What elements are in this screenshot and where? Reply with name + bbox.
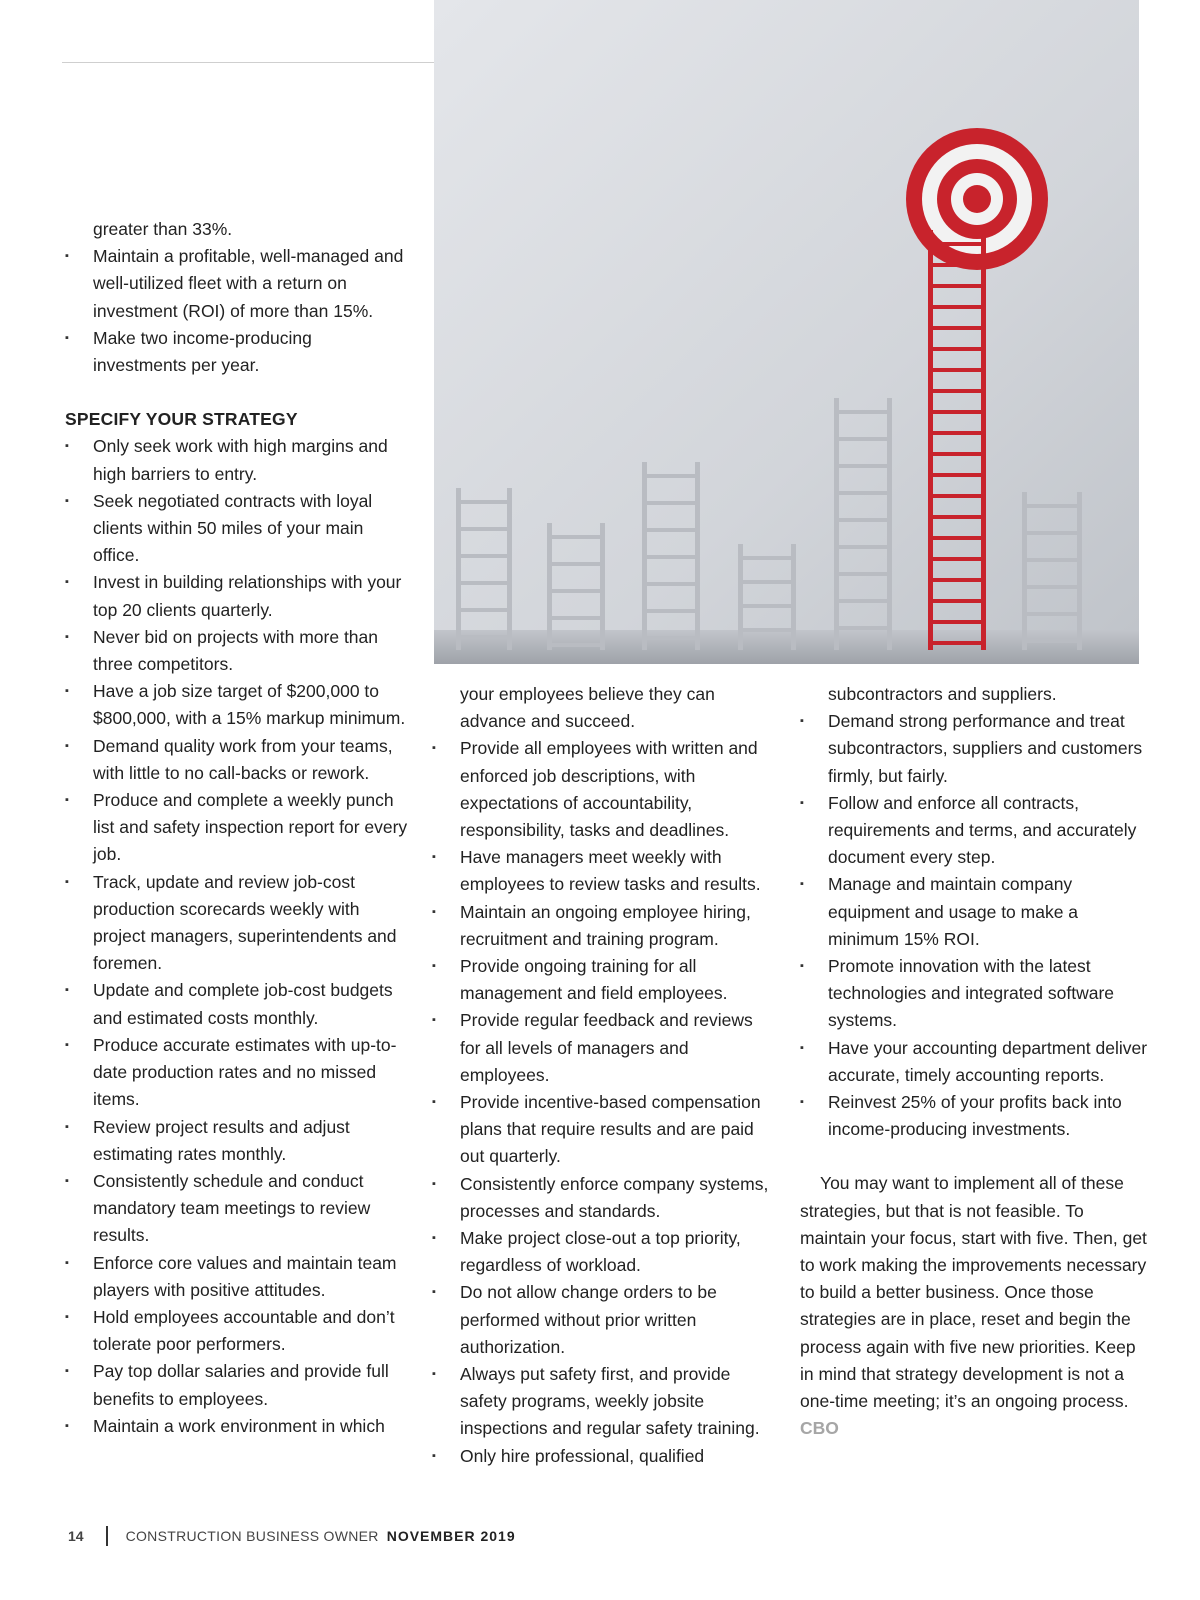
strategy-list-continued bbox=[432, 735, 772, 1469]
strategy-list bbox=[65, 433, 410, 1440]
list-item: ▪ Maintain a work environment in which bbox=[65, 1413, 410, 1440]
list-item: ▪ Pay top dollar salaries and provide full benefits to employees. bbox=[65, 1358, 410, 1412]
floor bbox=[434, 630, 1139, 664]
list-item: ▪ Consistently schedule and conduct mandatory team meetings to review results. bbox=[65, 1168, 410, 1250]
list-item: ▪ Reinvest 25% of your profits back into income-producing investments. bbox=[800, 1089, 1152, 1143]
page-footer bbox=[68, 1526, 516, 1546]
closing-text: You may want to implement all of these strategies, but that is not feasible. To maintain your focus, start with five. Then, get to work making the improvements necessary to build a better business. Once those strategies are in place, reset and begin the process again with five new priorities. Keep in mind that strategy development is not a one-time meeting; it’s an ongoing process. bbox=[800, 1173, 1147, 1412]
list-item: ▪ Maintain an ongoing employee hiring, recruitment and training program. bbox=[432, 899, 772, 953]
list-item: ▪ Make two income-producing investments per year. bbox=[65, 325, 410, 379]
list-item: ▪ Update and complete job-cost budgets and estimated costs monthly. bbox=[65, 977, 410, 1031]
list-item: ▪ Never bid on projects with more than three competitors. bbox=[65, 624, 410, 678]
list-item: ▪ Demand quality work from your teams, with little to no call-backs or rework. bbox=[65, 733, 410, 787]
list-item: ▪ Track, update and review job-cost production scorecards weekly with project managers, superintendents and foremen. bbox=[65, 869, 410, 978]
closing-paragraph bbox=[800, 1170, 1152, 1442]
strategy-list-continued bbox=[800, 708, 1152, 1143]
list-item: ▪ Enforce core values and maintain team players with positive attitudes. bbox=[65, 1250, 410, 1304]
header-rule bbox=[62, 62, 434, 63]
wall-background bbox=[434, 0, 1139, 664]
list-item: ▪ Have your accounting department deliver accurate, timely accounting reports. bbox=[800, 1035, 1152, 1089]
list-item: ▪ Demand strong performance and treat subcontractors, suppliers and customers firmly, but fairly. bbox=[800, 708, 1152, 790]
target-ladders-photo bbox=[434, 0, 1139, 664]
list-item: ▪ Seek negotiated contracts with loyal clients within 50 miles of your main office. bbox=[65, 488, 410, 570]
list-item: ▪ Manage and maintain company equipment and usage to make a minimum 15% ROI. bbox=[800, 871, 1152, 953]
list-item: ▪ Have a job size target of $200,000 to $800,000, with a 15% markup minimum. bbox=[65, 678, 410, 732]
footer-divider bbox=[106, 1526, 108, 1546]
list-item: ▪ Only hire professional, qualified bbox=[432, 1443, 772, 1470]
list-item: ▪ Produce accurate estimates with up-to-date production rates and no missed items. bbox=[65, 1032, 410, 1114]
section-heading: SPECIFY YOUR STRATEGY bbox=[65, 409, 298, 430]
continued-text: greater than 33%. bbox=[93, 219, 233, 239]
left-column bbox=[65, 216, 410, 1440]
list-item: ▪ Provide ongoing training for all management and field employees. bbox=[432, 953, 772, 1007]
issue-date: NOVEMBER 2019 bbox=[386, 1528, 516, 1544]
list-item: ▪ Only seek work with high margins and high barriers to entry. bbox=[65, 433, 410, 487]
list-item: ▪ Always put safety first, and provide safety programs, weekly jobsite inspections and regular safety training. bbox=[432, 1361, 772, 1443]
list-item: ▪ Review project results and adjust estimating rates monthly. bbox=[65, 1114, 410, 1168]
list-item: ▪ Follow and enforce all contracts, requirements and terms, and accurately document every step. bbox=[800, 790, 1152, 872]
list-item: ▪ Have managers meet weekly with employees to review tasks and results. bbox=[432, 844, 772, 898]
list-item: ▪ Produce and complete a weekly punch list and safety inspection report for every job. bbox=[65, 787, 410, 869]
list-item: ▪ Make project close-out a top priority, regardless of workload. bbox=[432, 1225, 772, 1279]
target-icon bbox=[906, 128, 1048, 270]
list-item: ▪ Promote innovation with the latest technologies and integrated software systems. bbox=[800, 953, 1152, 1035]
right-column bbox=[800, 681, 1152, 1442]
middle-column bbox=[432, 681, 772, 1470]
continued-text: subcontractors and suppliers. bbox=[828, 684, 1057, 704]
goals-list bbox=[65, 243, 410, 379]
list-item: ▪ Consistently enforce company systems, processes and standards. bbox=[432, 1171, 772, 1225]
publication-name: CONSTRUCTION BUSINESS OWNER bbox=[125, 1528, 379, 1544]
list-item: ▪ Invest in building relationships with your top 20 clients quarterly. bbox=[65, 569, 410, 623]
page-number: 14 bbox=[68, 1528, 84, 1544]
list-item: ▪ Provide incentive-based compensation plans that require results and are paid out quarterly. bbox=[432, 1089, 772, 1171]
list-item: ▪ Provide regular feedback and reviews for all levels of managers and employees. bbox=[432, 1007, 772, 1089]
list-item: ▪ Hold employees accountable and don’t tolerate poor performers. bbox=[65, 1304, 410, 1358]
continued-text: your employees believe they can advance and succeed. bbox=[460, 684, 715, 732]
list-item: ▪ Do not allow change orders to be performed without prior written authorization. bbox=[432, 1279, 772, 1361]
list-item: ▪ Maintain a profitable, well-managed and well-utilized fleet with a return on investment (ROI) of more than 15%. bbox=[65, 243, 410, 325]
list-item: ▪ Provide all employees with written and enforced job descriptions, with expectations of accountability, responsibility, tasks and deadlines. bbox=[432, 735, 772, 844]
end-mark: CBO bbox=[800, 1418, 839, 1439]
